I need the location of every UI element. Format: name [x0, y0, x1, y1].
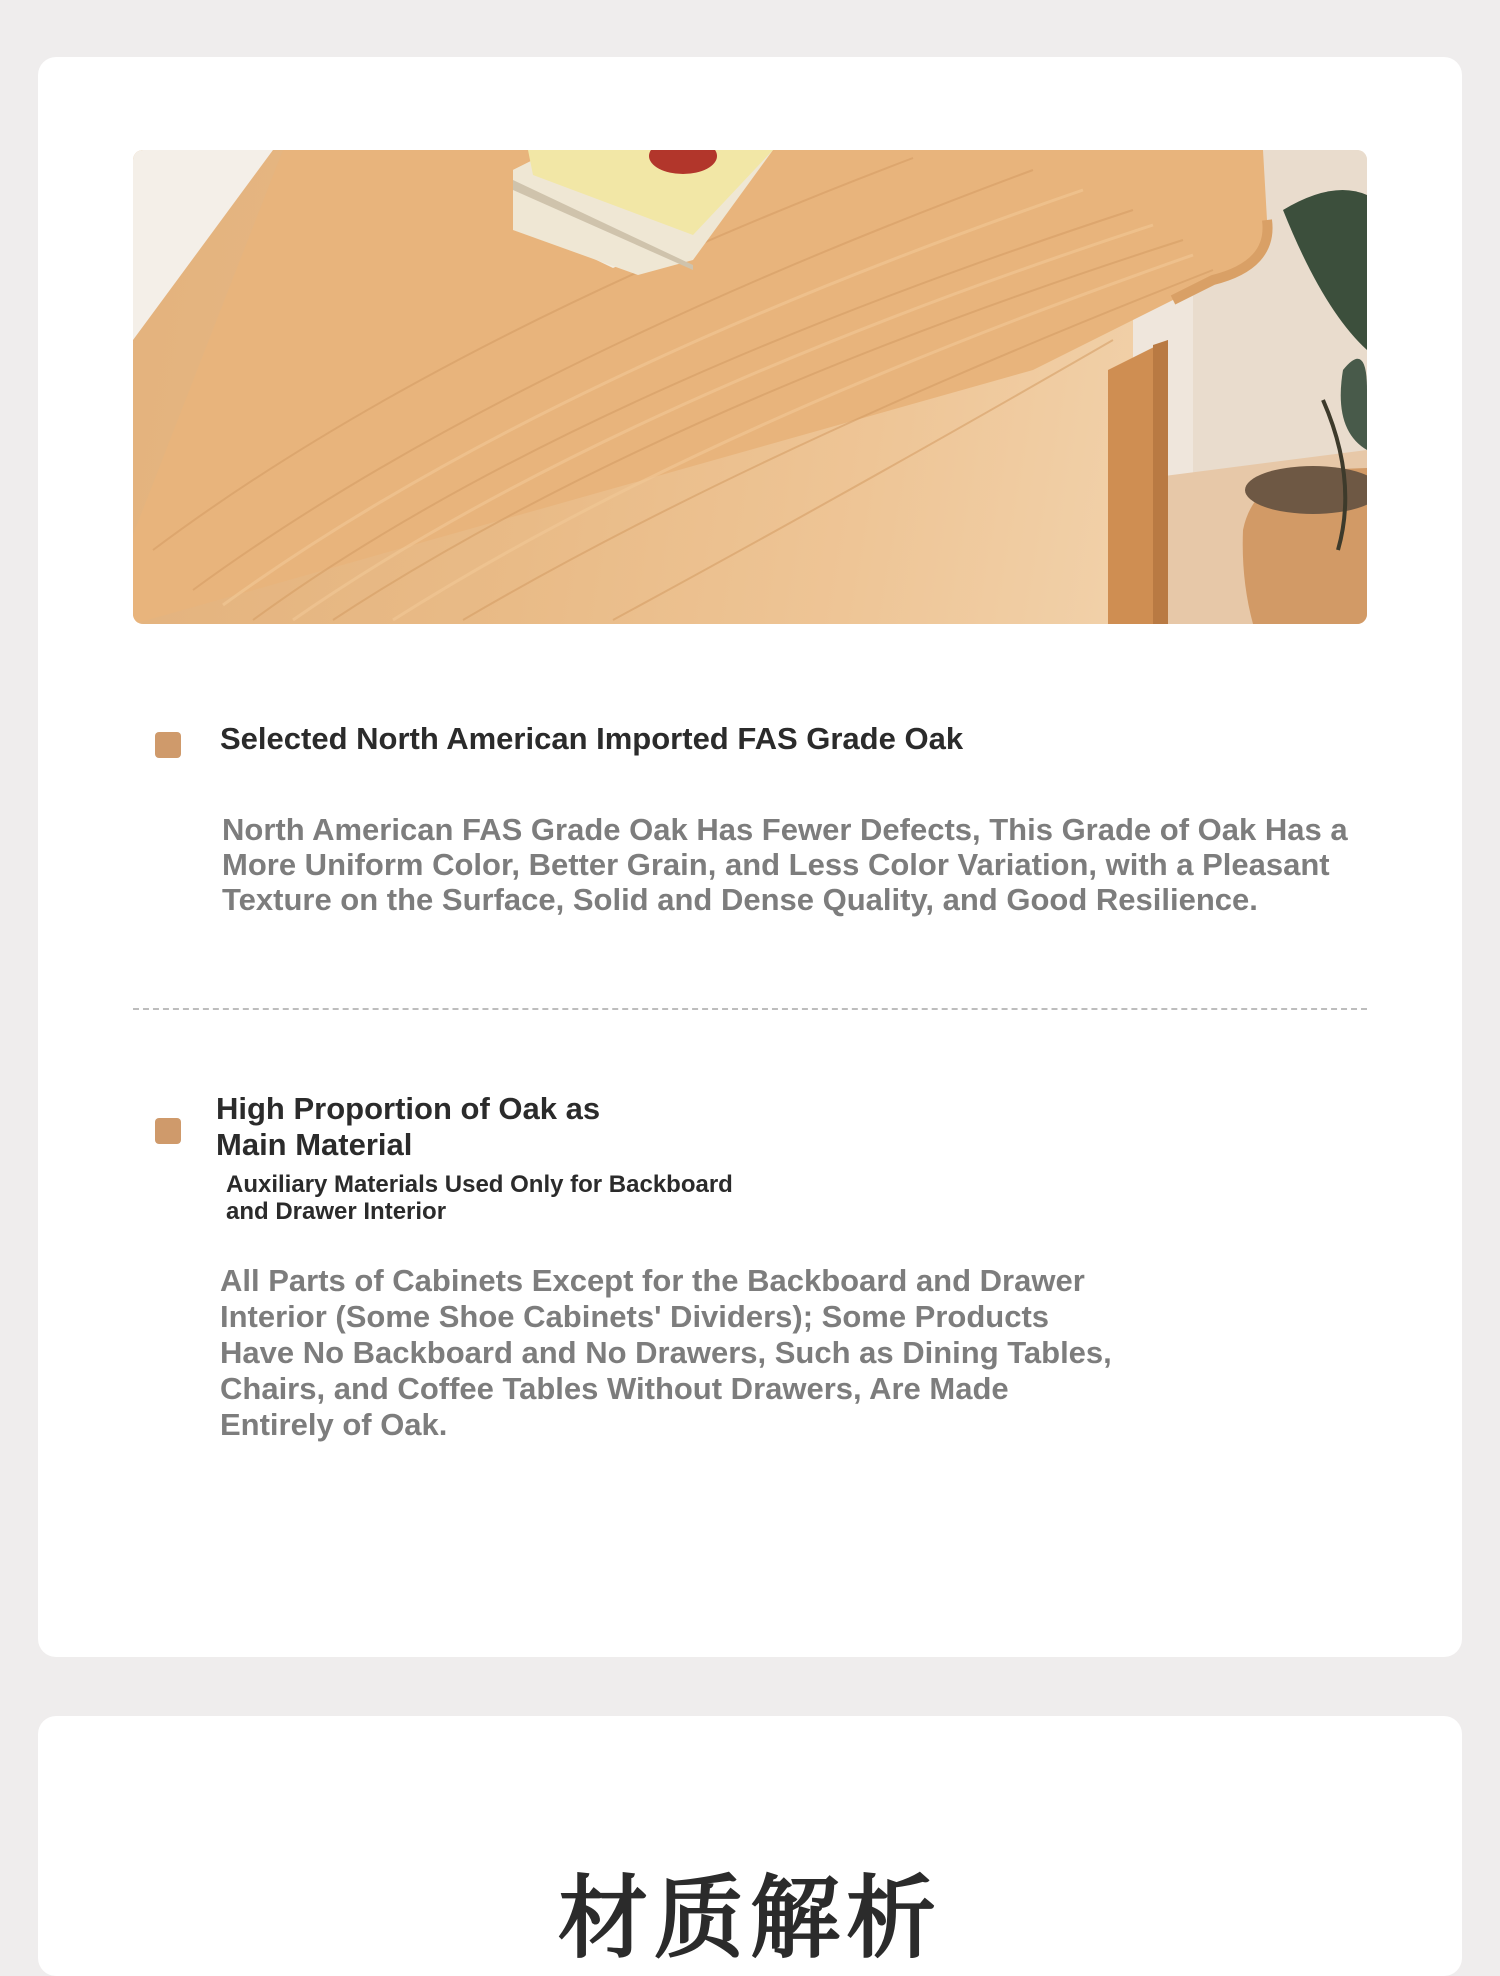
section1-heading: Selected North American Imported FAS Grade Oak	[220, 721, 964, 756]
section2-body: All Parts of Cabinets Except for the Backboard and Drawer Interior (Some Shoe Cabinets' Dividers); Some Products Have No Backboard and No Drawers, Such as Dining Tables, Chairs, and Coffee Tables Without Drawers, Are Made Entirely of Oak.	[220, 1263, 1112, 1442]
material-info-card	[38, 57, 1462, 1657]
section2-sub-line1: Auxiliary Materials Used Only for Backboard	[226, 1171, 733, 1198]
material-analysis-card	[38, 1716, 1462, 1976]
section2-heading-line1: High Proportion of Oak as	[216, 1091, 601, 1126]
material-analysis-title: 材质解析	[558, 1866, 942, 1971]
oak-table-photo	[133, 150, 1367, 624]
section2-sub-line2: and Drawer Interior	[226, 1198, 447, 1225]
section-bullet-icon	[155, 732, 181, 758]
section1-body: North American FAS Grade Oak Has Fewer Defects, This Grade of Oak Has a More Uniform Color, Better Grain, and Less Color Variation, with a Pleasant Texture on the Surface, Solid and Dense Quality, and Good Resilience.	[222, 812, 1348, 917]
dashed-divider	[133, 1008, 1367, 1010]
section-bullet-icon	[155, 1118, 181, 1144]
section2-heading-line2: Main Material	[216, 1127, 413, 1162]
